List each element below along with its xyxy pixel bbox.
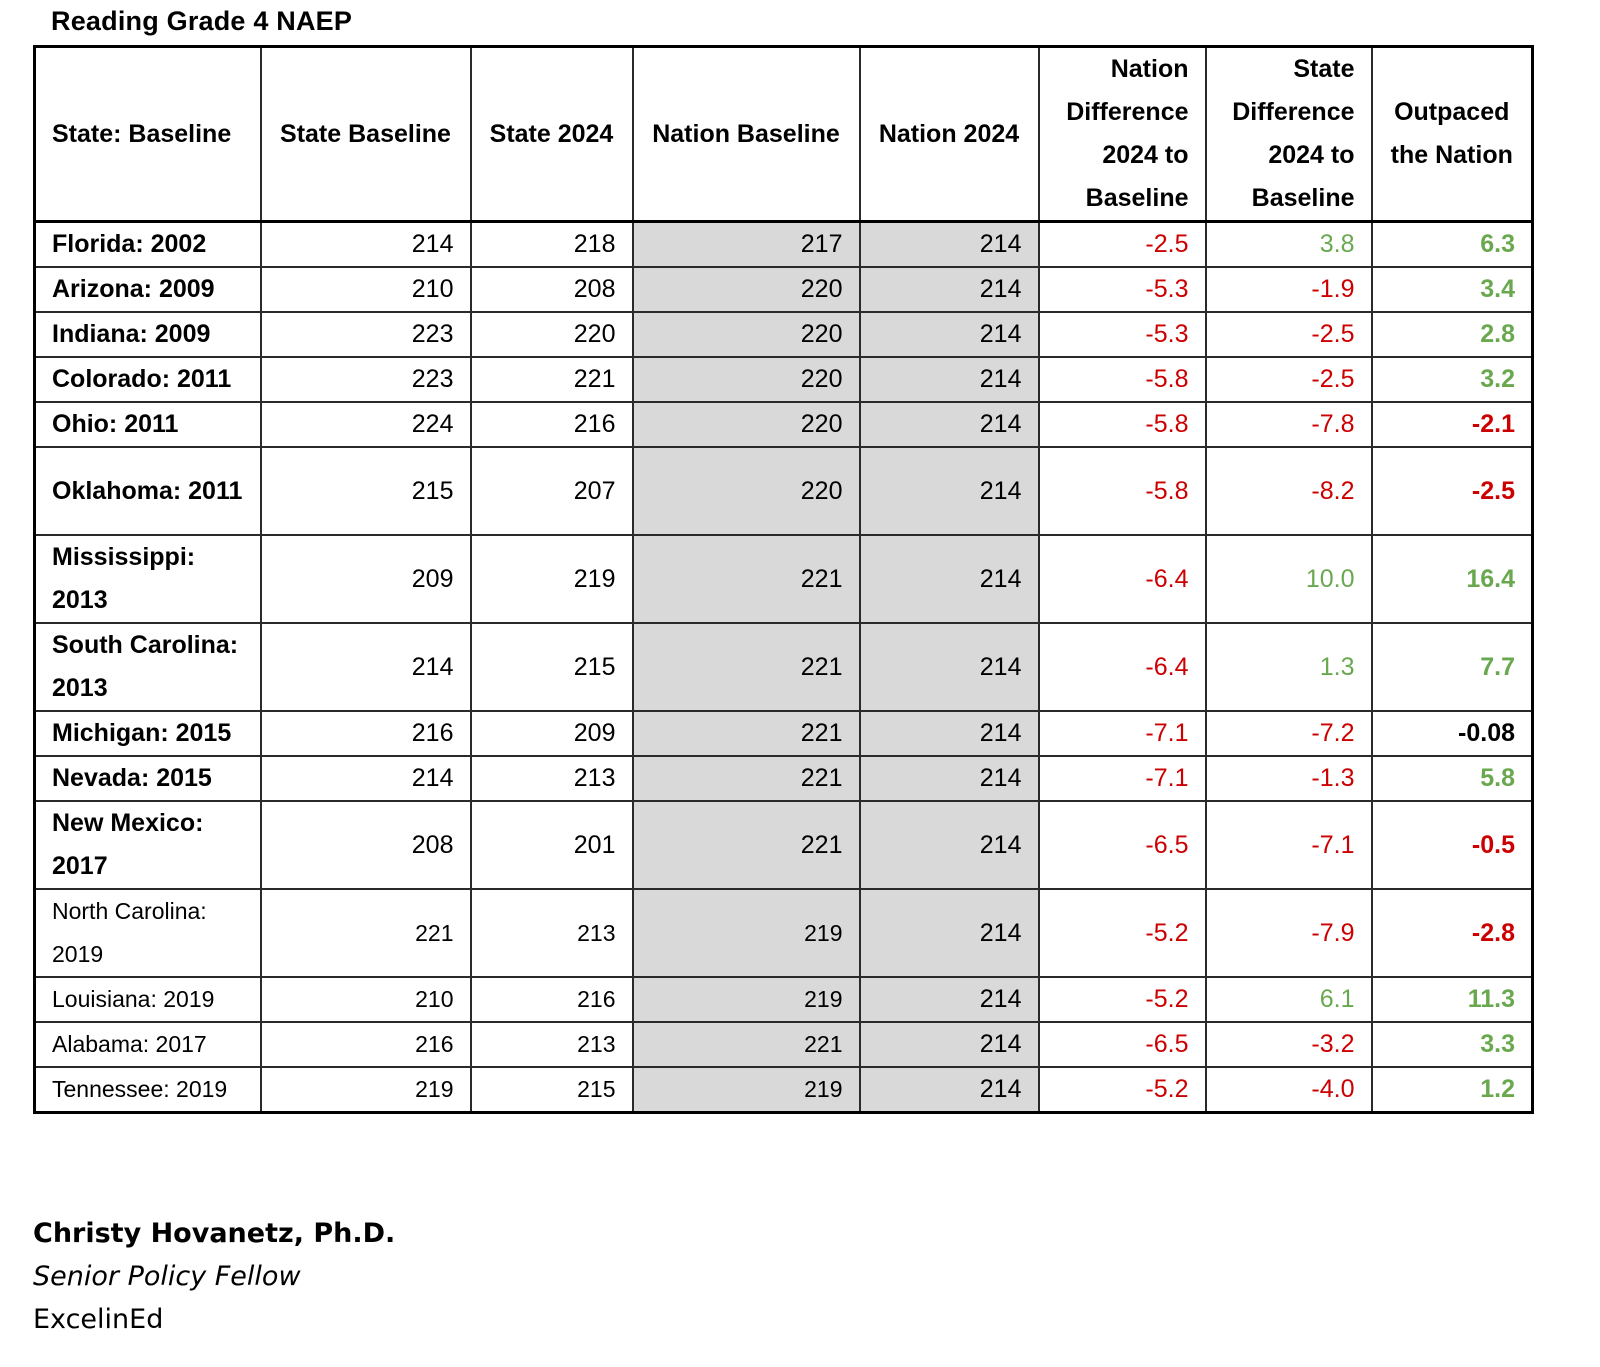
state-cell: Ohio: 2011 — [35, 402, 261, 447]
outpaced-cell: 7.7 — [1372, 623, 1533, 711]
table-row — [35, 535, 1533, 623]
state-diff-cell: -7.9 — [1206, 889, 1372, 977]
state-cell: South Carolina: 2013 — [35, 623, 261, 711]
state-diff-cell: 6.1 — [1206, 977, 1372, 1022]
nation-2024-cell: 214 — [860, 711, 1039, 756]
state-cell: Colorado: 2011 — [35, 357, 261, 402]
state-2024-cell: 221 — [471, 357, 633, 402]
state-diff-cell: -7.8 — [1206, 402, 1372, 447]
state-baseline-cell: 221 — [261, 889, 471, 977]
table-row — [35, 267, 1533, 312]
state-diff-cell: -3.2 — [1206, 1022, 1372, 1067]
nation-baseline-cell: 221 — [633, 756, 860, 801]
nation-baseline-cell: 220 — [633, 267, 860, 312]
nation-baseline-cell: 221 — [633, 623, 860, 711]
state-diff-cell: -1.9 — [1206, 267, 1372, 312]
nation-2024-cell: 214 — [860, 267, 1039, 312]
state-cell: Florida: 2002 — [35, 222, 261, 268]
table-row — [35, 312, 1533, 357]
state-diff-cell: -7.2 — [1206, 711, 1372, 756]
table-row — [35, 447, 1533, 535]
outpaced-cell: 3.4 — [1372, 267, 1533, 312]
state-2024-cell: 213 — [471, 889, 633, 977]
state-2024-cell: 216 — [471, 977, 633, 1022]
state-baseline-cell: 223 — [261, 312, 471, 357]
table-row — [35, 402, 1533, 447]
nation-2024-cell: 214 — [860, 402, 1039, 447]
nation-baseline-cell: 220 — [633, 447, 860, 535]
state-baseline-cell: 214 — [261, 623, 471, 711]
nation-2024-cell: 214 — [860, 447, 1039, 535]
nation-diff-cell: -6.5 — [1039, 1022, 1206, 1067]
signature-block — [33, 1212, 395, 1341]
table-row — [35, 1067, 1533, 1113]
state-diff-cell: 1.3 — [1206, 623, 1372, 711]
nation-diff-cell: -6.4 — [1039, 623, 1206, 711]
state-baseline-cell: 223 — [261, 357, 471, 402]
nation-baseline-cell: 219 — [633, 977, 860, 1022]
column-header: State Difference 2024 to Baseline — [1206, 47, 1372, 222]
nation-diff-cell: -5.2 — [1039, 889, 1206, 977]
nation-diff-cell: -7.1 — [1039, 756, 1206, 801]
state-cell: Oklahoma: 2011 — [35, 447, 261, 535]
state-2024-cell: 208 — [471, 267, 633, 312]
state-diff-cell: 10.0 — [1206, 535, 1372, 623]
nation-baseline-cell: 221 — [633, 711, 860, 756]
column-header: State: Baseline — [35, 47, 261, 222]
outpaced-cell: -2.8 — [1372, 889, 1533, 977]
nation-baseline-cell: 220 — [633, 402, 860, 447]
state-diff-cell: -4.0 — [1206, 1067, 1372, 1113]
outpaced-cell: -2.5 — [1372, 447, 1533, 535]
nation-2024-cell: 214 — [860, 623, 1039, 711]
state-2024-cell: 213 — [471, 1022, 633, 1067]
nation-diff-cell: -5.8 — [1039, 447, 1206, 535]
naep-table — [33, 45, 1534, 1114]
state-baseline-cell: 210 — [261, 977, 471, 1022]
nation-diff-cell: -5.2 — [1039, 977, 1206, 1022]
outpaced-cell: 5.8 — [1372, 756, 1533, 801]
state-2024-cell: 215 — [471, 1067, 633, 1113]
column-header: Outpaced the Nation — [1372, 47, 1533, 222]
state-diff-cell: 3.8 — [1206, 222, 1372, 268]
nation-baseline-cell: 217 — [633, 222, 860, 268]
state-2024-cell: 215 — [471, 623, 633, 711]
state-2024-cell: 219 — [471, 535, 633, 623]
nation-baseline-cell: 219 — [633, 889, 860, 977]
state-2024-cell: 218 — [471, 222, 633, 268]
state-diff-cell: -2.5 — [1206, 312, 1372, 357]
table-row — [35, 756, 1533, 801]
nation-2024-cell: 214 — [860, 312, 1039, 357]
nation-2024-cell: 214 — [860, 889, 1039, 977]
state-baseline-cell: 214 — [261, 756, 471, 801]
state-diff-cell: -8.2 — [1206, 447, 1372, 535]
outpaced-cell: -0.5 — [1372, 801, 1533, 889]
column-header: State 2024 — [471, 47, 633, 222]
outpaced-cell: -2.1 — [1372, 402, 1533, 447]
state-baseline-cell: 214 — [261, 222, 471, 268]
nation-diff-cell: -6.5 — [1039, 801, 1206, 889]
outpaced-cell: 3.3 — [1372, 1022, 1533, 1067]
signature-name: Christy Hovanetz, Ph.D. — [33, 1218, 396, 1249]
column-header: Nation Difference 2024 to Baseline — [1039, 47, 1206, 222]
column-header: Nation Baseline — [633, 47, 860, 222]
nation-diff-cell: -2.5 — [1039, 222, 1206, 268]
outpaced-cell: 2.8 — [1372, 312, 1533, 357]
outpaced-cell: 11.3 — [1372, 977, 1533, 1022]
state-cell: Louisiana: 2019 — [35, 977, 261, 1022]
state-cell: Tennessee: 2019 — [35, 1067, 261, 1113]
nation-baseline-cell: 220 — [633, 357, 860, 402]
nation-2024-cell: 214 — [860, 357, 1039, 402]
nation-diff-cell: -5.3 — [1039, 312, 1206, 357]
nation-diff-cell: -6.4 — [1039, 535, 1206, 623]
signature-role: Senior Policy Fellow — [33, 1261, 301, 1292]
table-row — [35, 711, 1533, 756]
outpaced-cell: 1.2 — [1372, 1067, 1533, 1113]
table-body — [35, 222, 1533, 1113]
outpaced-cell: 6.3 — [1372, 222, 1533, 268]
state-cell: Arizona: 2009 — [35, 267, 261, 312]
nation-baseline-cell: 221 — [633, 535, 860, 623]
state-baseline-cell: 224 — [261, 402, 471, 447]
table-row — [35, 801, 1533, 889]
nation-2024-cell: 214 — [860, 977, 1039, 1022]
state-cell: North Carolina: 2019 — [35, 889, 261, 977]
column-header: State Baseline — [261, 47, 471, 222]
nation-baseline-cell: 220 — [633, 312, 860, 357]
state-2024-cell: 207 — [471, 447, 633, 535]
state-cell: Nevada: 2015 — [35, 756, 261, 801]
outpaced-cell: 3.2 — [1372, 357, 1533, 402]
nation-2024-cell: 214 — [860, 222, 1039, 268]
table-row — [35, 977, 1533, 1022]
nation-2024-cell: 214 — [860, 1067, 1039, 1113]
state-cell: Indiana: 2009 — [35, 312, 261, 357]
state-diff-cell: -7.1 — [1206, 801, 1372, 889]
nation-diff-cell: -5.8 — [1039, 402, 1206, 447]
state-2024-cell: 201 — [471, 801, 633, 889]
table-row — [35, 1022, 1533, 1067]
nation-baseline-cell: 221 — [633, 801, 860, 889]
table-header-row — [35, 47, 1533, 222]
nation-baseline-cell: 221 — [633, 1022, 860, 1067]
state-baseline-cell: 210 — [261, 267, 471, 312]
nation-diff-cell: -7.1 — [1039, 711, 1206, 756]
table-row — [35, 623, 1533, 711]
state-cell: Michigan: 2015 — [35, 711, 261, 756]
state-diff-cell: -2.5 — [1206, 357, 1372, 402]
nation-2024-cell: 214 — [860, 535, 1039, 623]
nation-2024-cell: 214 — [860, 1022, 1039, 1067]
state-baseline-cell: 208 — [261, 801, 471, 889]
nation-diff-cell: -5.8 — [1039, 357, 1206, 402]
nation-2024-cell: 214 — [860, 756, 1039, 801]
state-cell: Alabama: 2017 — [35, 1022, 261, 1067]
outpaced-cell: -0.08 — [1372, 711, 1533, 756]
nation-diff-cell: -5.2 — [1039, 1067, 1206, 1113]
state-baseline-cell: 215 — [261, 447, 471, 535]
state-cell: New Mexico: 2017 — [35, 801, 261, 889]
table-row — [35, 357, 1533, 402]
table-row — [35, 222, 1533, 268]
page-title: Reading Grade 4 NAEP — [51, 6, 353, 36]
column-header: Nation 2024 — [860, 47, 1039, 222]
state-2024-cell: 216 — [471, 402, 633, 447]
state-diff-cell: -1.3 — [1206, 756, 1372, 801]
signature-org: ExcelinEd — [33, 1304, 164, 1335]
table-row — [35, 889, 1533, 977]
outpaced-cell: 16.4 — [1372, 535, 1533, 623]
state-baseline-cell: 216 — [261, 1022, 471, 1067]
state-2024-cell: 209 — [471, 711, 633, 756]
state-baseline-cell: 209 — [261, 535, 471, 623]
state-2024-cell: 213 — [471, 756, 633, 801]
state-baseline-cell: 219 — [261, 1067, 471, 1113]
state-2024-cell: 220 — [471, 312, 633, 357]
state-baseline-cell: 216 — [261, 711, 471, 756]
nation-baseline-cell: 219 — [633, 1067, 860, 1113]
nation-2024-cell: 214 — [860, 801, 1039, 889]
nation-diff-cell: -5.3 — [1039, 267, 1206, 312]
state-cell: Mississippi: 2013 — [35, 535, 261, 623]
